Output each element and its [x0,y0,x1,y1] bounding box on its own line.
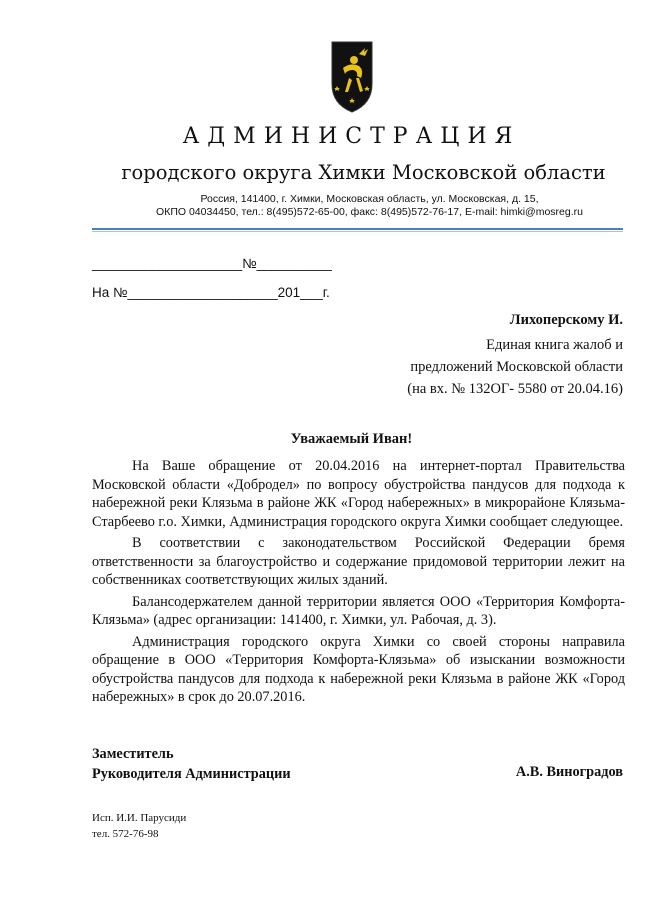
recipient-name: Лихоперскому И. [509,312,623,328]
header-divider-shadow [92,231,623,232]
executor-block [92,810,186,842]
recipient-org-line: Единая книга жалоб и [486,337,623,353]
executor-name: Исп. И.И. Парусиди [92,812,187,824]
body-paragraph: Балансодержателем данной территории является ООО «Территория Комфорта-Клязьма» (адрес организации: 141400, г. Химки, ул. Рабочая, д. 3). [92,593,625,628]
incoming-reference: (на вх. № 132ОГ- 5580 от 20.04.16) [407,381,623,397]
body-paragraph: На Ваше обращение от 20.04.2016 на интернет-портал Правительства Московской области «Добродел» по вопросу обустройства пандусов для подхода к набережной реки Клязьма в районе ЖК «Город набережных» в микрорайоне Клязьма-Старбеево г.о. Химки, Администрация городского округа Химки сообщает следующее. [92,458,625,530]
address-block [0,193,669,219]
recipient-block [407,309,623,400]
body-paragraph: Администрация городского округа Химки со своей стороны направила обращение в ООО «Территория Комфорта-Клязьма» об изыскании возможности обустройства пандусов для подхода к набережной реки Клязьма в районе ЖК «Город набережных» в срок до 20.07.2016. [92,633,625,705]
himki-coat-of-arms-icon [329,40,375,114]
executor-phone: тел. 572-76-98 [92,828,159,840]
reply-to-number-line: На №____________________201___г. [92,285,330,300]
position-line: Руководителя Администрации [92,766,291,782]
body-paragraph: В соответствии с законодательством Российской Федерации бремя ответственности за благоустройство и содержание придомовой территории лежит на собственниках соответствующих жилых зданий. [92,535,625,588]
signer-name: А.В. Виноградов [515,764,623,780]
letter-body [92,457,625,710]
contacts-line: ОКПО 04034450, тел.: 8(495)572-65-00, факс: 8(495)572-76-17, E-mail: himki@mosreg.ru [156,206,583,218]
outgoing-number-line: ____________________№__________ [92,256,332,271]
signature-position [92,744,291,784]
admin-subtitle: городского округа Химки Московской области [121,161,606,184]
position-line: Заместитель [92,746,174,762]
admin-title: АДМИНИСТРАЦИЯ [182,124,521,149]
greeting: Уважаемый Иван! [290,431,413,447]
address-line: Россия, 141400, г. Химки, Московская область, ул. Московская, д. 15, [200,193,539,205]
header-divider [92,228,623,230]
recipient-org-line: предложений Московской области [410,359,623,375]
